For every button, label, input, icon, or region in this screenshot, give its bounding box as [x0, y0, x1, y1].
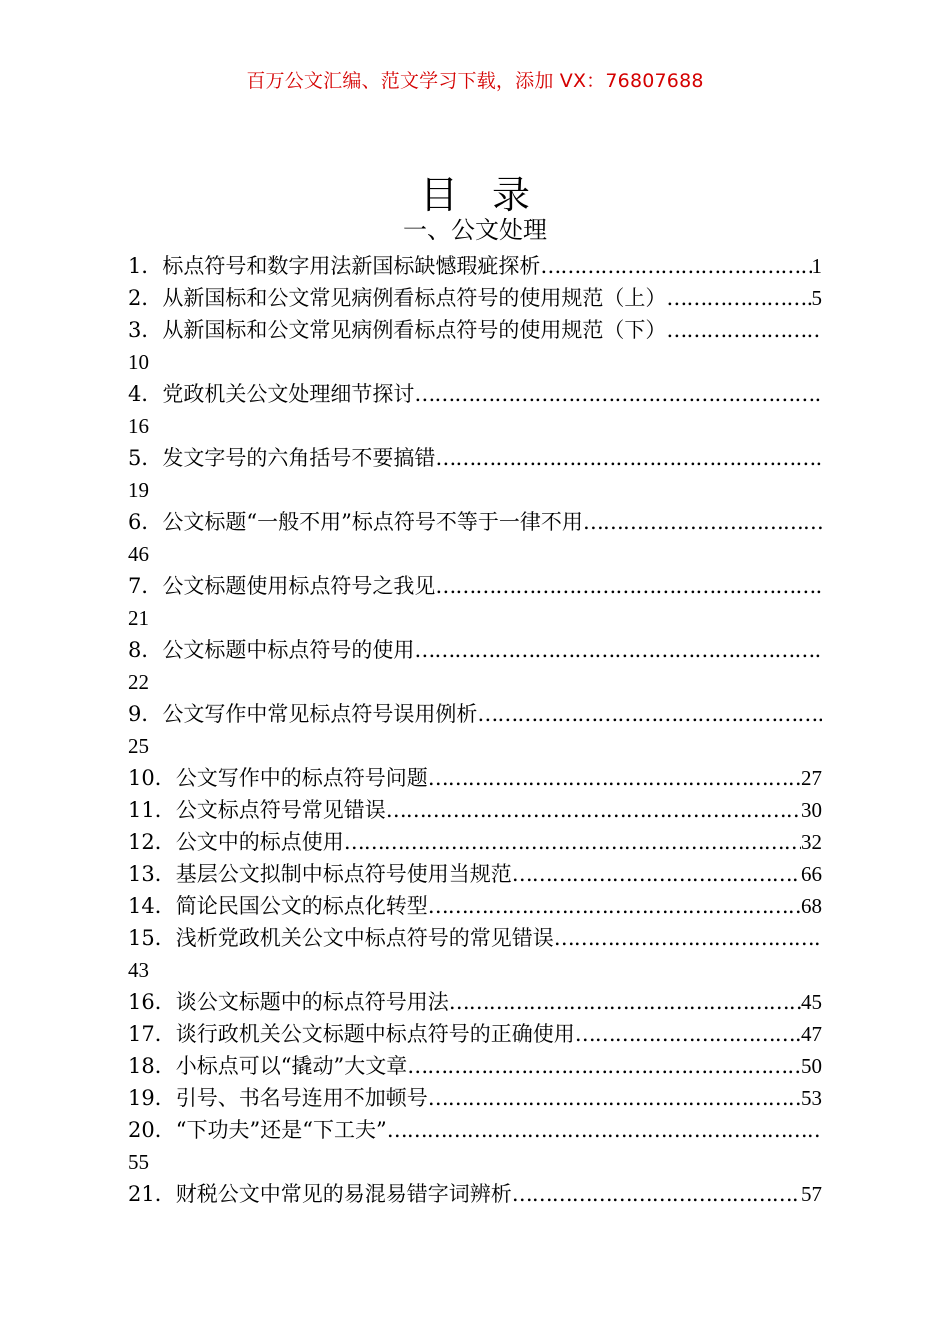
toc-entry[interactable]	[128, 1050, 822, 1082]
toc-entry-number: 16．	[128, 990, 176, 1014]
toc-entry-title: 公文标题中标点符号的使用	[162, 638, 415, 662]
toc-entry-number: 8．	[128, 638, 163, 662]
dot-leader	[512, 858, 801, 890]
toc-entry-title: 谈公文标题中的标点符号用法	[175, 990, 449, 1014]
toc-entry-title: 党政机关公文处理细节探讨	[162, 382, 415, 406]
toc-entry[interactable]	[128, 442, 822, 474]
dot-leader	[428, 890, 801, 922]
toc-entry-page-wrap	[128, 954, 822, 986]
toc-entry-number: 6．	[128, 510, 163, 534]
dot-leader	[414, 634, 822, 666]
toc-entry-title: 简论民国公文的标点化转型	[175, 894, 428, 918]
toc-entry-page-wrap	[128, 666, 822, 698]
toc-entry[interactable]	[128, 378, 822, 410]
toc-entry-title: 从新国标和公文常见病例看标点符号的使用规范（下）	[162, 318, 667, 342]
dot-leader	[387, 1114, 822, 1146]
toc-entry-title: 标点符号和数字用法新国标缺憾瑕疵探析	[162, 254, 541, 278]
toc-entry-page: 1	[811, 254, 822, 278]
dot-leader	[477, 698, 822, 730]
toc-entry-page-wrap	[128, 474, 822, 506]
dot-leader	[554, 922, 822, 954]
toc-entry-number: 1．	[128, 254, 163, 278]
toc-entry[interactable]	[128, 794, 822, 826]
dot-leader	[583, 506, 822, 538]
toc-entry-number: 2．	[128, 286, 163, 310]
dot-leader	[428, 762, 801, 794]
toc-entry-title: 基层公文拟制中标点符号使用当规范	[175, 862, 512, 886]
toc-entry-title: 公文中的标点使用	[175, 830, 344, 854]
toc-entry-page-wrap	[128, 538, 822, 570]
section-heading: 一、公文处理	[403, 216, 547, 244]
toc-entry[interactable]	[128, 858, 822, 890]
dot-leader	[449, 986, 801, 1018]
toc-entry[interactable]	[128, 1114, 822, 1146]
toc-entry-number: 5．	[128, 446, 163, 470]
toc-entry-number: 12．	[128, 830, 176, 854]
toc-entry[interactable]	[128, 762, 822, 794]
toc-entry[interactable]	[128, 314, 822, 346]
toc-entry-page: 66	[801, 862, 822, 886]
toc-entry[interactable]	[128, 634, 822, 666]
toc-entry-title: 公文写作中的标点符号问题	[175, 766, 428, 790]
toc-entry-number: 19．	[128, 1086, 176, 1110]
promo-header: 百万公文汇编、范文学习下载，添加 VX：76807688	[246, 70, 704, 92]
toc-entry-page: 47	[801, 1022, 822, 1046]
toc-entry-title: 谈行政机关公文标题中标点符号的正确使用	[175, 1022, 575, 1046]
toc-entry[interactable]	[128, 698, 822, 730]
dot-leader	[428, 1082, 801, 1114]
toc-entry-page: 5	[811, 286, 822, 310]
toc-entry[interactable]	[128, 986, 822, 1018]
toc-entry-page-wrap	[128, 346, 822, 378]
toc-entry[interactable]	[128, 570, 822, 602]
toc-entry-title: 引号、书名号连用不加顿号	[175, 1086, 428, 1110]
dot-leader	[407, 1050, 801, 1082]
toc-entry-number: 13．	[128, 862, 176, 886]
toc-entry-number: 14．	[128, 894, 176, 918]
toc-entry[interactable]	[128, 1018, 822, 1050]
toc-entry-title: 从新国标和公文常见病例看标点符号的使用规范（上）	[162, 286, 667, 310]
toc-entry-page-wrap	[128, 1146, 822, 1178]
toc-entry-title: 小标点可以“撬动”大文章	[175, 1054, 408, 1078]
toc-entry-page: 55	[128, 1150, 149, 1174]
table-of-contents	[128, 250, 822, 1210]
toc-entry[interactable]	[128, 506, 822, 538]
dot-leader	[414, 378, 822, 410]
toc-entry-number: 11．	[128, 798, 176, 822]
toc-entry-page: 25	[128, 734, 149, 758]
toc-entry-number: 4．	[128, 382, 163, 406]
toc-entry-page: 68	[801, 894, 822, 918]
toc-entry-page: 19	[128, 478, 149, 502]
toc-entry-title: 公文标题“一般不用”标点符号不等于一律不用	[162, 510, 583, 534]
toc-entry-title: 公文写作中常见标点符号误用例析	[162, 702, 478, 726]
dot-leader	[435, 570, 822, 602]
toc-entry-page: 21	[128, 606, 149, 630]
dot-leader	[512, 1178, 801, 1210]
toc-entry-title: 公文标题使用标点符号之我见	[162, 574, 436, 598]
toc-entry-page: 46	[128, 542, 149, 566]
dot-leader	[344, 826, 801, 858]
toc-entry[interactable]	[128, 1178, 822, 1210]
toc-entry-title: “下功夫”还是“下工夫”	[175, 1118, 387, 1142]
toc-entry-number: 7．	[128, 574, 163, 598]
dot-leader	[540, 250, 811, 282]
toc-entry[interactable]	[128, 922, 822, 954]
dot-leader	[386, 794, 801, 826]
toc-entry-page: 27	[801, 766, 822, 790]
toc-entry-number: 9．	[128, 702, 163, 726]
dot-leader	[666, 314, 822, 346]
toc-entry-number: 18．	[128, 1054, 176, 1078]
toc-entry-page: 16	[128, 414, 149, 438]
toc-entry-title: 财税公文中常见的易混易错字词辨析	[175, 1182, 512, 1206]
toc-entry-title: 浅析党政机关公文中标点符号的常见错误	[175, 926, 554, 950]
toc-entry-number: 15．	[128, 926, 176, 950]
toc-entry-page: 32	[801, 830, 822, 854]
toc-entry[interactable]	[128, 282, 822, 314]
page-title: 目录	[419, 173, 564, 217]
dot-leader	[666, 282, 811, 314]
toc-entry-number: 10．	[128, 766, 176, 790]
dot-leader	[575, 1018, 801, 1050]
toc-entry[interactable]	[128, 890, 822, 922]
toc-entry-page: 43	[128, 958, 149, 982]
toc-entry-page-wrap	[128, 602, 822, 634]
toc-entry-page: 53	[801, 1086, 822, 1110]
toc-entry-page: 10	[128, 350, 149, 374]
toc-entry-page: 30	[801, 798, 822, 822]
toc-entry-page: 50	[801, 1054, 822, 1078]
toc-entry-page: 57	[801, 1182, 822, 1206]
toc-entry[interactable]	[128, 250, 822, 282]
toc-entry-number: 20．	[128, 1118, 176, 1142]
toc-entry-page: 22	[128, 670, 149, 694]
toc-entry[interactable]	[128, 826, 822, 858]
toc-entry-page: 45	[801, 990, 822, 1014]
toc-entry-number: 21．	[128, 1182, 176, 1206]
toc-entry-number: 3．	[128, 318, 163, 342]
toc-entry-page-wrap	[128, 410, 822, 442]
toc-entry-page-wrap	[128, 730, 822, 762]
toc-entry-title: 公文标点符号常见错误	[175, 798, 386, 822]
toc-entry[interactable]	[128, 1082, 822, 1114]
toc-entry-number: 17．	[128, 1022, 176, 1046]
dot-leader	[435, 442, 822, 474]
toc-entry-title: 发文字号的六角括号不要搞错	[162, 446, 436, 470]
